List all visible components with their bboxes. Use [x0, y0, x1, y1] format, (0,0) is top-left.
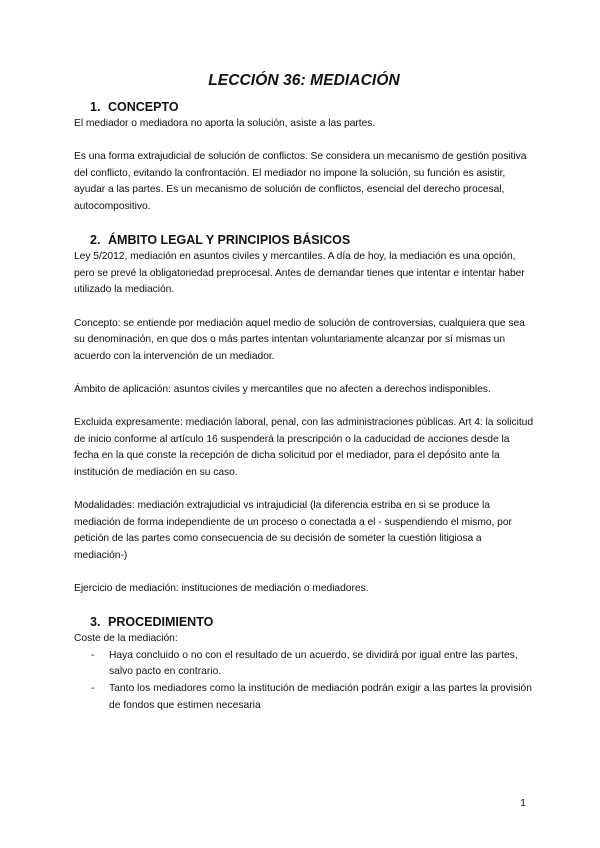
paragraph: Excluida expresamente: mediación laboral, penal, con las administraciones públicas. Art 4: la solicitud de inicio conforme al artículo 16 suspenderá la prescripción o la caducidad de acciones desde la fecha en la que conste la recepción de dicha solicitud por el mediador, para el depósito ante la institución de mediación en su caso.: [74, 417, 534, 478]
section-title: CONCEPTO: [108, 100, 179, 114]
paragraph: Ley 5/2012, mediación en asuntos civiles y mercantiles. A día de hoy, la mediación es una opción, pero se prevé la obligatoriedad preprocesal. Antes de demandar tienes que intentar e intentar haber utilizado la mediación.: [74, 251, 525, 296]
list-item-text: Tanto los mediadores como la institución de mediación podrán exigir a las partes la provisión de fondos que estimen necesaria: [109, 683, 532, 711]
list-item-text: Haya concluido o no con el resultado de un acuerdo, se dividirá por igual entre las partes, salvo pacto en contrario.: [109, 649, 518, 678]
list-item: [74, 681, 534, 714]
paragraph: Es una forma extrajudicial de solución de conflictos. Se considera un mecanismo de gestión positiva del conflicto, evitando la confrontación. El mediador no impone la solución, su función es asistir, ayudar a las partes. Es un mecanismo de solución de conflictos, esencial del derecho procesal, autocompositivo.: [74, 151, 527, 212]
paragraph: Modalidades: mediación extrajudicial vs intrajudicial (la diferencia estriba en si se produce la mediación de forma independiente de un proceso o conectada a el - suspendiendo el mismo, por petición de las partes como consecuencia de su decisión de someter la cuestión litigiosa a mediación-): [74, 500, 512, 561]
paragraph: Ámbito de aplicación: asuntos civiles y mercantiles que no afecten a derechos indisponibles.: [74, 383, 491, 395]
page-number: 1: [520, 797, 526, 809]
document-title: LECCIÓN 36: MEDIACIÓN: [208, 72, 400, 89]
dash-bullet-icon: -: [91, 649, 95, 661]
paragraph: Coste de la mediación:: [74, 633, 178, 645]
paragraph: El mediador o mediadora no aporta la solución, asiste a las partes.: [74, 118, 376, 129]
section-number: 2.: [90, 233, 101, 248]
dash-bullet-icon: -: [91, 683, 95, 694]
document-page: [74, 72, 534, 714]
paragraph: Concepto: se entiende por mediación aquel medio de solución de controversias, cualquiera que sea su denominación, en que dos o más partes intentan voluntariamente alcanzar por sí mismas un acuerdo con la intervención de un mediador.: [74, 317, 525, 362]
paragraph: Ejercicio de mediación: instituciones de mediación o mediadores.: [74, 583, 369, 595]
section-title: ÁMBITO LEGAL Y PRINCIPIOS BÁSICOS: [108, 233, 351, 248]
section-heading-concepto: [74, 99, 534, 116]
list-item: [74, 648, 534, 681]
section-number: 3.: [90, 615, 101, 630]
section-title: PROCEDIMIENTO: [108, 615, 214, 630]
section-number: 1.: [90, 100, 101, 114]
section-heading-ambito-legal: [74, 232, 534, 249]
bullet-list: [74, 648, 534, 714]
section-heading-procedimiento: [74, 614, 534, 631]
